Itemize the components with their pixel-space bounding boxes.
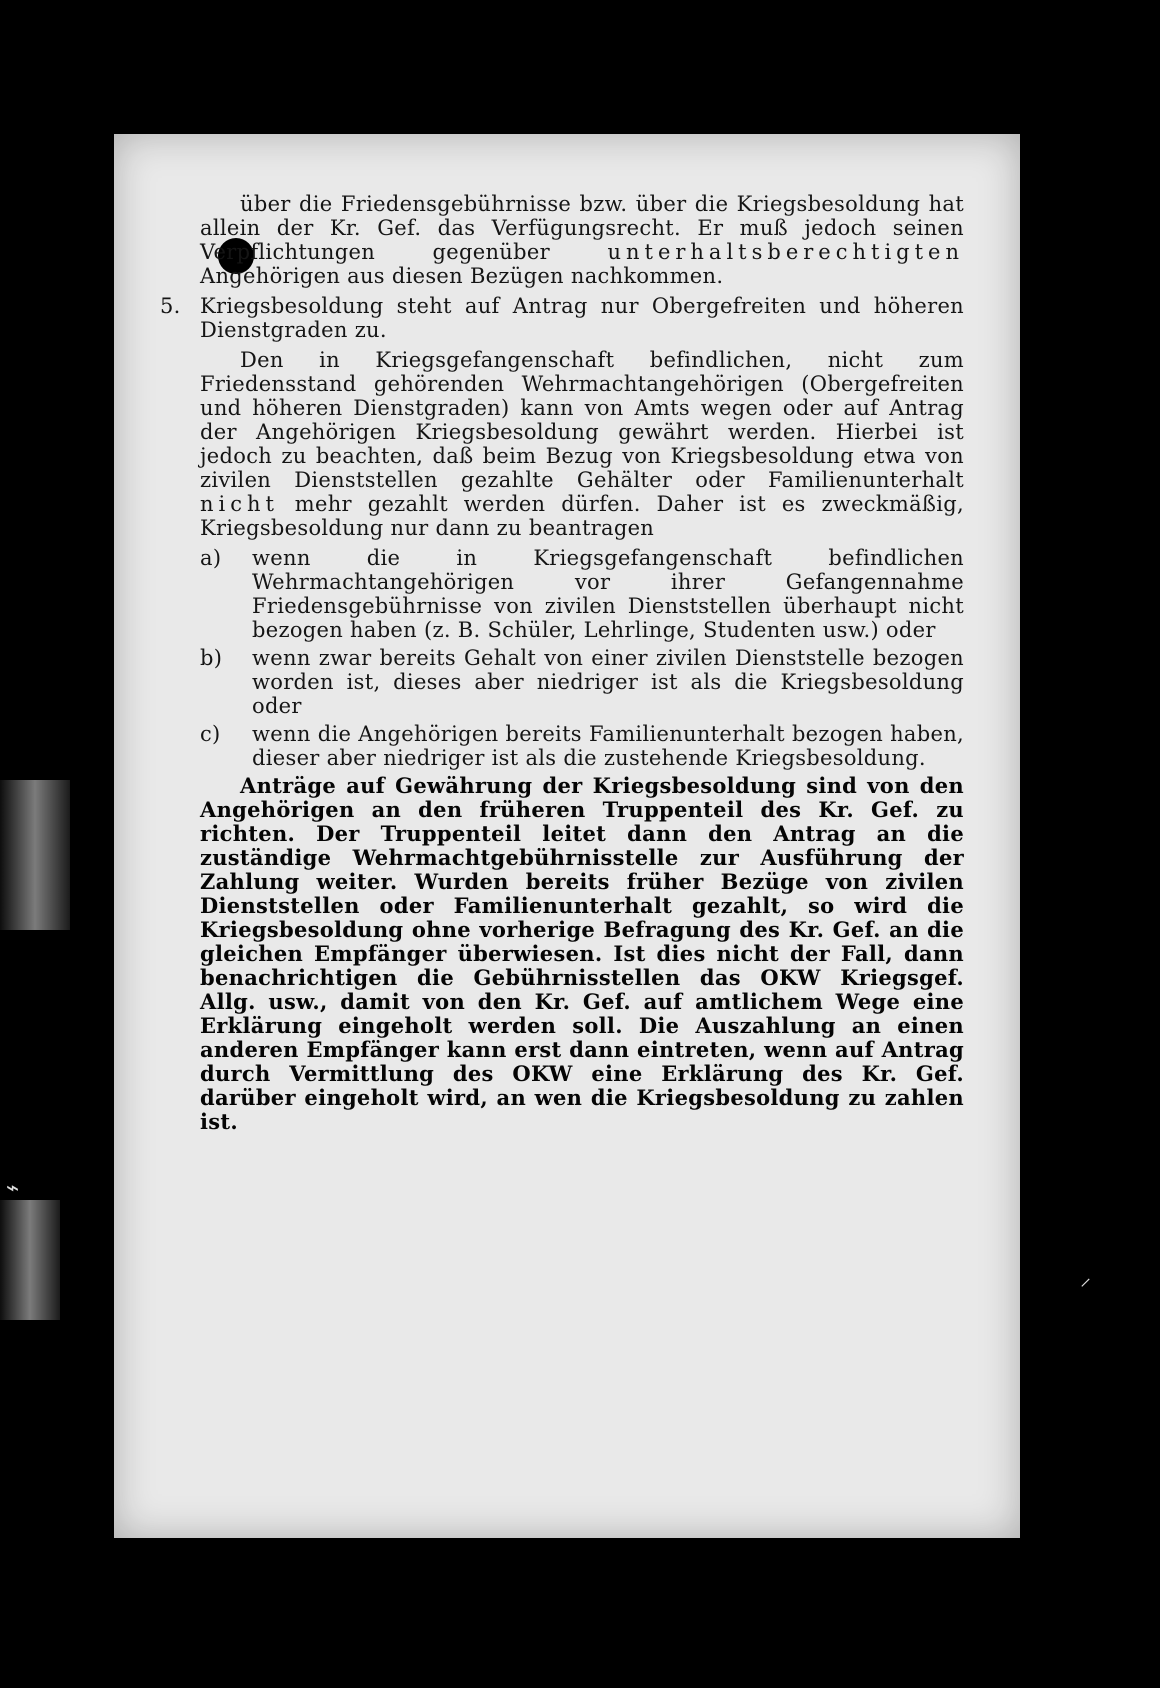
margin-mark-right: ⸝ [1080,1266,1092,1291]
paragraph-2-spaced-word: nicht [200,492,279,516]
intro-text-end: Angehörigen aus diesen Bezügen nachkommen. [200,264,724,288]
intro-text: über die Friedensgebührnisse bzw. über die Kriegsbesoldung hat allein der Kr. Gef. das Verfügungsrecht. Er muß jedoch seinen Verpflichtungen gegenüber [200,192,964,264]
item-text: wenn die Angehörigen bereits Familienunterhalt bezogen haben, dieser aber niedriger ist als die zustehende Kriegsbesoldung. [252,722,964,770]
item-text: wenn zwar bereits Gehalt von einer zivilen Dienststelle bezogen worden ist, dieses aber niedriger ist als die Kriegsbesoldung oder [252,646,964,718]
item-marker: a) [200,546,222,570]
paragraph-2-text-end: mehr gezahlt werden dürfen. Daher ist es zweckmäßig, Kriegsbesoldung nur dann zu beantragen [200,492,964,540]
paragraph-3: Anträge auf Gewährung der Kriegsbesoldung sind von den Angehörigen an den früheren Truppenteil des Kr. Gef. zu richten. Der Truppenteil leitet dann den Antrag an die zuständige Wehrmachtgebührnisstelle zur Ausführung der Zahlung weiter. Wurden bereits früher Bezüge von zivilen Dienststellen oder Familienunterhalt gezahlt, so wird die Kriegsbesoldung ohne vorherige Befragung des Kr. Gef. an die gleichen Empfänger überwiesen. Ist dies nicht der Fall, dann benachrichtigen die Gebührnisstellen das OKW Kriegsgef. Allg. usw., damit von den Kr. Gef. auf amtlichem Wege eine Erklärung eingeholt werden soll. Die Auszahlung an einen anderen Empfänger kann erst dann eintreten, wenn auf Antrag durch Vermittlung des OKW eine Erklärung des Kr. Gef. darüber eingeholt wird, an wen die Kriegsbesoldung zu zahlen ist. [200,773,964,1134]
section-number: 5. [160,294,181,318]
list-item-b [200,646,964,718]
intro-spaced-word: unterhaltsberechtigten [607,240,964,264]
paragraph-2-text: Den in Kriegsgefangenschaft befindlichen, nicht zum Friedensstand gehörenden Wehrmachtangehörigen (Obergefreiten und höheren Dienstgraden) kann von Amts wegen oder auf Antrag der Angehörigen Kriegsbesoldung gewährt werden. Hierbei ist jedoch zu beachten, daß beim Bezug von Kriegsbesoldung etwa von zivilen Dienststellen gezahlte Gehälter oder Familienunterhalt [200,348,964,492]
item-marker: b) [200,646,223,670]
section-5-heading: Kriegsbesoldung steht auf Antrag nur Obergefreiten und höheren Dienstgraden zu. [200,294,964,342]
left-edge-smudge [0,780,70,930]
document-body [160,192,964,1140]
item-marker: c) [200,722,221,746]
paragraph-2 [200,348,964,540]
list-item-a [200,546,964,642]
margin-mark-left: ⌁ [6,1176,20,1201]
list-item-c [200,722,964,770]
item-text: wenn die in Kriegsgefangenschaft befindlichen Wehrmachtangehörigen vor ihrer Gefangennahme Friedensgebührnisse von zivilen Dienststellen überhaupt nicht bezogen haben (z. B. Schüler, Lehrlinge, Studenten usw.) oder [252,546,964,642]
section-5 [160,294,964,342]
left-edge-smudge-lower [0,1200,60,1320]
intro-paragraph [200,192,964,288]
